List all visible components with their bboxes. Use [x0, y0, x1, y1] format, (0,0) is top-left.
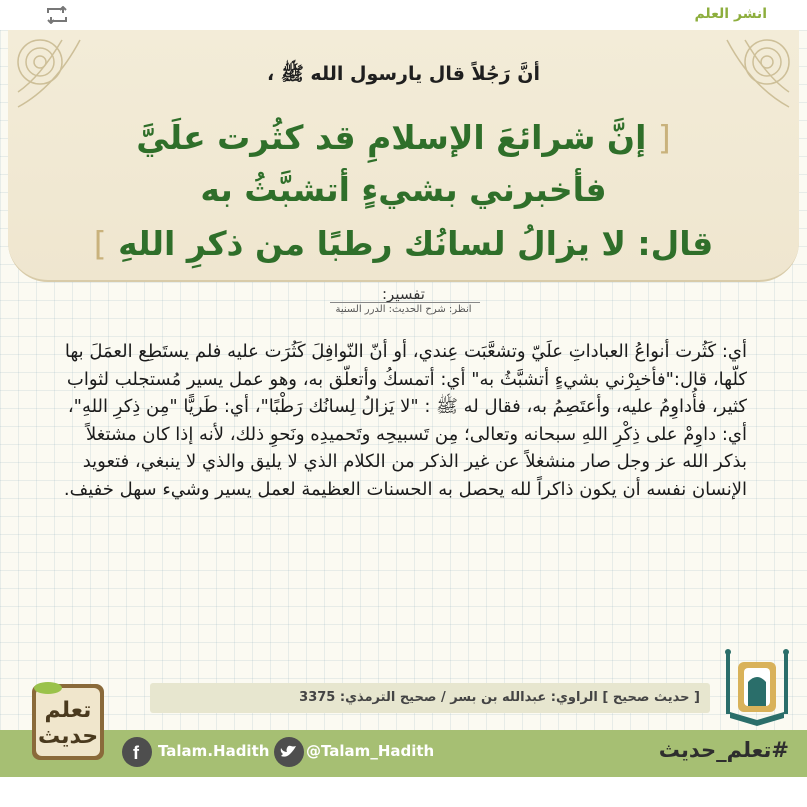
svg-text:f: f: [133, 743, 139, 763]
tafsir-title: تفسير:: [381, 285, 425, 303]
twitter-icon[interactable]: [274, 737, 304, 767]
explanation-paragraph-1: أي: كَثُرت أنواعُ العباداتِ علَيّ وتشعَّبَت عِندي، أو أنّ النّوافِلَ كَثُرَت عليه فلم يستَطِع العمَلَ بها كلّها، قال:"فأخبِرْني بشيءٍ أتشبَّثُ به" أي: أتمسكُ وأتعلّق به، وهو عمل يسير مُستجلب لثواب كثير، فأُداوِمُ عليه، وأعتَصِمُ به، فقال له ﷺ : "لا يَزالُ لِسانُك رَطْبًا"، أي: طَريًّا "مِن ذِكرِ اللهِ"،: [64, 341, 747, 417]
top-bar: [0, 0, 807, 30]
bracket-close: ]: [93, 224, 107, 263]
retweet-icon[interactable]: [44, 6, 70, 24]
mosque-emblem-icon: [720, 648, 794, 728]
hadith-line-1: [0, 118, 807, 157]
bracket-open: [: [657, 118, 671, 157]
hadith-line-3-text: قال: لا يزالُ لسانُك رطبًا من ذكرِ اللهِ: [118, 224, 714, 263]
explanation-paragraph-2: أي: داوِمْ على ذِكْرِ اللهِ سبحانه وتعالى؛ مِن تَسبيحِه وتَحميدِه ونَحوِ ذلك، لأنه إذا كان مشتغلاً بذكر الله عز وجل صار منشغلاً عن غير الذكر من الكلام الذي لا يليق والذي لا ينبغي، فتعويد الإنسان نفسه أن يكون ذاكراً لله يحصل به الحسنات العظيمة لعمل يسير وشيء سهل خفيف.: [63, 423, 747, 500]
tafsir-source: انظر: شرح الحديث: الدرر السنية: [335, 304, 472, 315]
footer-bottom-strip: [0, 777, 807, 807]
tafsir-divider: [330, 302, 480, 303]
twitter-handle[interactable]: @Talam_Hadith: [306, 742, 435, 760]
talam-hadith-logo: [26, 680, 110, 764]
facebook-icon[interactable]: [122, 737, 152, 767]
hadith-line-3: [0, 224, 807, 263]
facebook-handle[interactable]: Talam.Hadith: [158, 742, 270, 760]
hadith-line-1-text: إنَّ شرائعَ الإسلامِ قد كثُرت علَيَّ: [136, 118, 647, 157]
hashtag[interactable]: #تعلم_حديث: [658, 738, 789, 762]
logo-text-top: تعلم: [44, 698, 92, 723]
share-label[interactable]: انشر العلم: [694, 6, 767, 22]
explanation-text: [60, 338, 747, 503]
hadith-line-2: فأخبرني بشيءٍ أتشبَّثُ به: [200, 170, 607, 209]
hadith-grade: [ حديث صحيح ] الراوي: عبدالله بن بسر / صحيح الترمذي: 3375: [150, 683, 710, 713]
hadith-intro: أنَّ رَجُلاً قال يارسول الله ﷺ ،: [267, 63, 540, 85]
logo-text-bottom: حديث: [37, 724, 99, 749]
